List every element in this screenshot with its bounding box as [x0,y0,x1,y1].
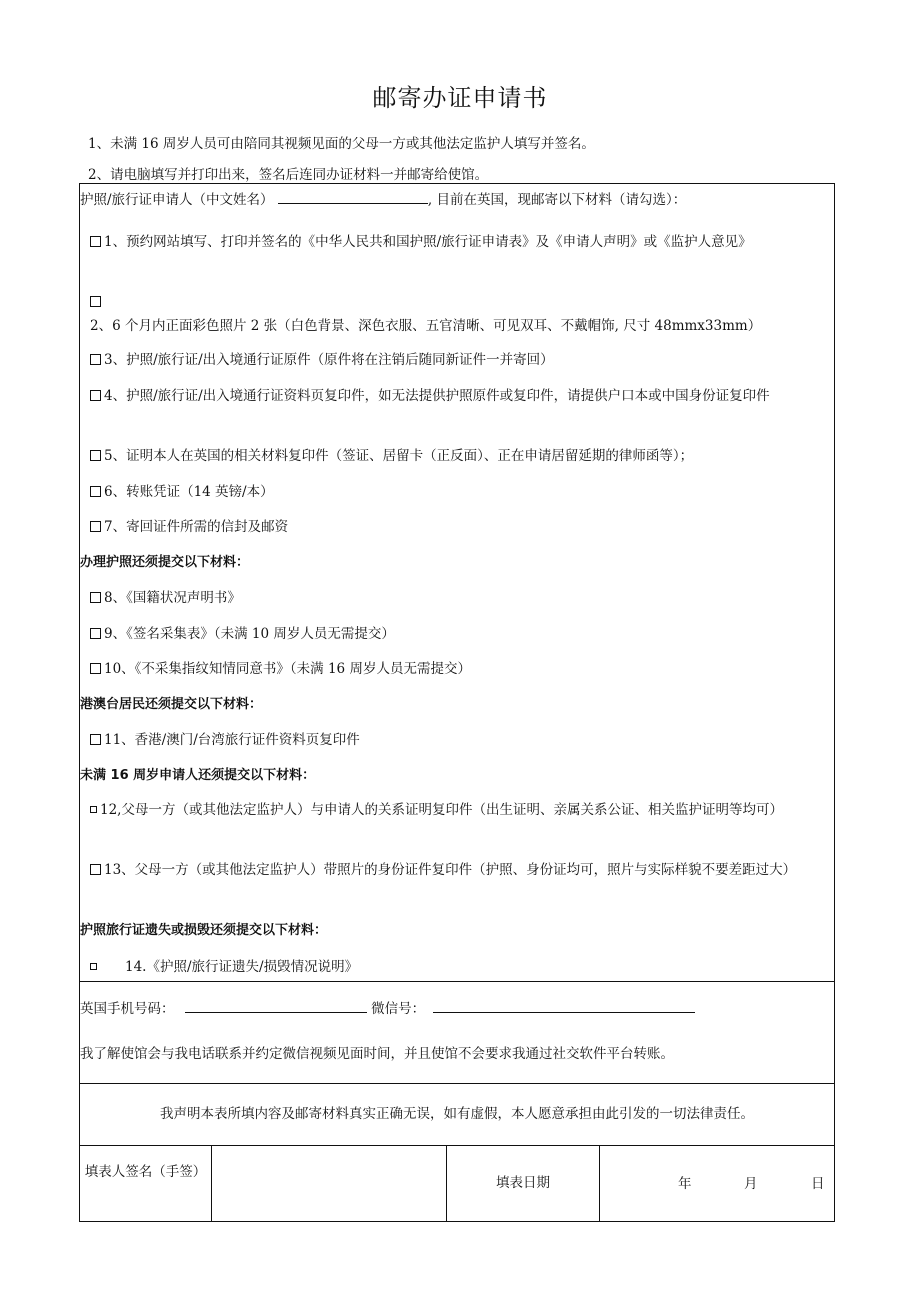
date-day-label: 日 [811,1176,825,1192]
material-item-10: 10、《不采集指纹知情同意书》（未满 16 周岁人员无需提交） [90,659,471,679]
declaration: 我声明本表所填内容及邮寄材料真实正确无误，如有虚假，本人愿意承担由此引发的一切法律责任。 [160,1106,754,1122]
application-form [79,183,835,1222]
checkbox-13[interactable] [90,864,101,875]
divider-contact [80,981,834,982]
section-hmt-heading: 港澳台居民还须提交以下材料： [80,697,263,712]
material-item-6: 6、转账凭证（14 英镑/本） [90,482,274,502]
page-title: 邮寄办证申请书 [372,84,548,112]
wechat-label: 微信号： [371,1001,426,1017]
checkbox-7[interactable] [90,521,101,532]
instruction-note-1: 1、未满 16 周岁人员可由陪同其视频见面的父母一方或其他法定监护人填写并签名。 [88,136,595,152]
material-item-1: 1、预约网站填写、打印并签名的《中华人民共和国护照/旅行证申请表》及《申请人声明》或《监护人意见》 [90,230,830,254]
checkbox-3[interactable] [90,354,101,365]
material-item-7: 7、寄回证件所需的信封及邮资 [90,517,288,537]
fill-date-label: 填表日期 [496,1175,550,1191]
divider-declaration [80,1083,834,1084]
material-item-2: 2、6 个月内正面彩色照片 2 张（白色背景、深色衣服、五官清晰、可见双耳、不戴帽饰, 尺寸 48mmx33mm） [90,290,770,338]
checkbox-4[interactable] [90,390,101,401]
checkbox-9[interactable] [90,628,101,639]
signature-col-3 [599,1145,600,1221]
wechat-field[interactable] [433,1000,695,1013]
section-minor-heading: 未满 16 周岁申请人还须提交以下材料： [80,768,316,783]
divider-signature [80,1145,834,1146]
date-month-label: 月 [744,1176,758,1192]
material-item-13: 13、父母一方（或其他法定监护人）带照片的身份证件复印件（护照、身份证均可，照片与实际样貌不要差距过大） [90,858,836,882]
section-passport-heading: 办理护照还须提交以下材料： [80,555,250,570]
signature-label: 填表人签名（手签） [84,1164,207,1180]
checkbox-1[interactable] [90,236,101,247]
section-lost-heading: 护照旅行证遗失或损毁还须提交以下材料： [80,923,328,938]
material-item-14: 14.《护照/旅行证遗失/损毁情况说明》 [90,957,358,977]
signature-field[interactable] [212,1146,446,1220]
intro-prefix: 护照/旅行证申请人（中文姓名） [80,192,274,208]
checkbox-12[interactable] [90,806,97,813]
checkbox-2[interactable] [90,296,101,307]
checkbox-8[interactable] [90,592,101,603]
checkbox-6[interactable] [90,486,101,497]
uk-phone-field[interactable] [185,1000,367,1013]
material-item-11: 11、香港/澳门/台湾旅行证件资料页复印件 [90,730,360,750]
material-item-8: 8、《国籍状况声明书》 [90,588,241,608]
uk-phone-label: 英国手机号码： [80,1001,175,1017]
material-item-4: 4、护照/旅行证/出入境通行证资料页复印件，如无法提供护照原件或复印件，请提供户口本或中国身份证复印件 [90,384,836,408]
contact-notice: 我了解使馆会与我电话联系并约定微信视频见面时间，并且使馆不会要求我通过社交软件平台转账。 [80,1046,674,1062]
material-item-12: 12,父母一方（或其他法定监护人）与申请人的关系证明复印件（出生证明、亲属关系公证、相关监护证明等均可） [90,798,836,822]
date-year-label: 年 [678,1176,692,1192]
checkbox-14[interactable] [90,963,97,970]
intro-suffix: , 目前在英国，现邮寄以下材料（请勾选）： [427,192,687,208]
checkbox-11[interactable] [90,734,101,745]
checkbox-5[interactable] [90,450,101,461]
material-item-9: 9、《签名采集表》（未满 10 周岁人员无需提交） [90,624,395,644]
applicant-intro [80,190,686,210]
material-item-5: 5、证明本人在英国的相关材料复印件（签证、居留卡（正反面）、正在申请居留延期的律师函等）； [90,446,693,466]
instruction-note-2: 2、请电脑填写并打印出来，签名后连同办证材料一并邮寄给使馆。 [88,167,489,183]
checkbox-10[interactable] [90,663,101,674]
contact-row [80,999,695,1019]
chinese-name-field[interactable] [278,191,428,204]
material-item-3: 3、护照/旅行证/出入境通行证原件（原件将在注销后随同新证件一并寄回） [90,350,554,370]
